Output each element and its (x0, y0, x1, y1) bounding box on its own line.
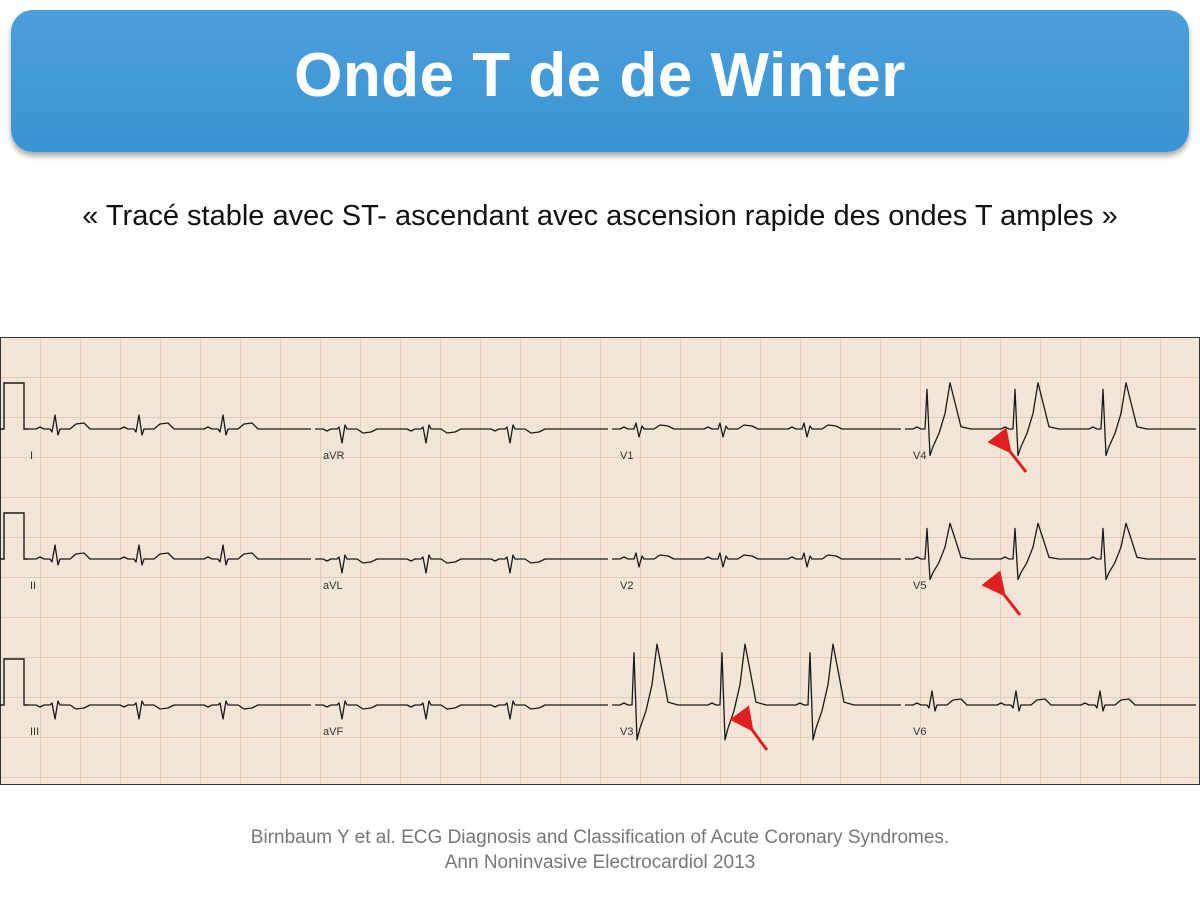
lead-label: aVF (323, 726, 344, 738)
lead-label: V1 (620, 450, 634, 462)
title-banner (11, 10, 1189, 152)
citation (150, 825, 1050, 875)
lead-label: V5 (913, 580, 927, 592)
citation-line-2: Ann Noninvasive Electrocardiol 2013 (444, 852, 756, 873)
ecg-grid (0, 337, 1200, 785)
quote-text: « Tracé stable avec ST- ascendant avec ascension rapide des ondes T amples » (82, 200, 1118, 232)
lead-label: I (30, 450, 34, 462)
lead-label: V6 (913, 726, 927, 738)
citation-line-1: Birnbaum Y et al. ECG Diagnosis and Classification of Acute Coronary Syndromes. (250, 827, 950, 848)
lead-label: II (30, 580, 37, 592)
ecg-tracing (0, 337, 1200, 785)
lead-label: V3 (620, 726, 634, 738)
lead-label: V2 (620, 580, 634, 592)
slide-title: Onde T de de Winter (294, 40, 906, 110)
lead-label: V4 (913, 450, 927, 462)
lead-label: aVL (323, 580, 343, 592)
lead-label: aVR (323, 450, 345, 462)
lead-label: III (30, 726, 40, 738)
